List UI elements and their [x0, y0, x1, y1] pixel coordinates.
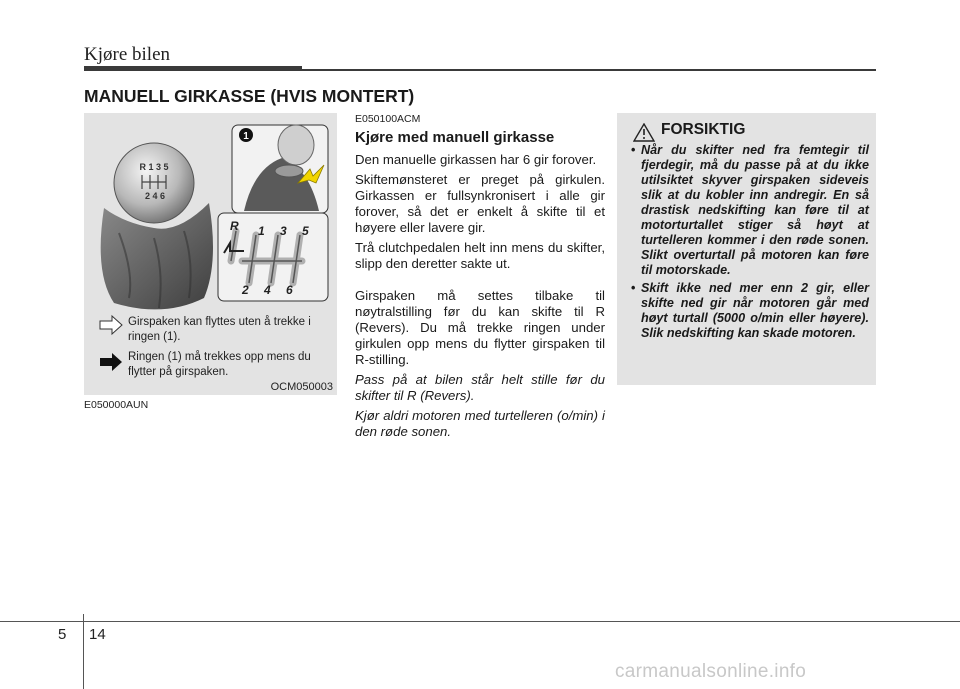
paragraph: Girspaken må settes tilbake til nøytralstilling før du kan skifte til R (Revers). Du må trekke ringen under girkulen opp mens du flytter girspaken til R-stilling. — [355, 288, 605, 367]
pattern-label-4: 4 — [264, 283, 271, 297]
italic-note: Kjør aldri motoren med turtelleren (o/min) i den røde sonen. — [355, 408, 605, 439]
subsection-heading: Kjøre med manuell girkasse — [355, 129, 555, 146]
paragraph: Trå clutchpedalen helt inn mens du skifter, slipp den deretter sakte ut. — [355, 240, 605, 271]
knob-label-top: R 1 3 5 — [139, 162, 169, 172]
pattern-label-r: R — [230, 219, 239, 233]
pattern-label-2: 2 — [242, 283, 249, 297]
section-title: MANUELL GIRKASSE (HVIS MONTERT) — [84, 86, 415, 106]
pattern-label-6: 6 — [286, 283, 293, 297]
caution-list — [627, 143, 869, 344]
warning-triangle-icon — [633, 123, 655, 142]
gear-knob — [114, 143, 194, 223]
paragraph: Skiftemønsteret er preget på girkulen. Girkassen er fullsynkronisert i alle gir forover, så det er enkelt å skifte til et høyere eller lavere gir. — [355, 172, 605, 235]
caution-box — [617, 113, 876, 385]
caution-title: FORSIKTIG — [661, 121, 746, 138]
footer-divider — [83, 614, 84, 689]
gear-shift-figure — [84, 113, 337, 395]
italic-note: Pass på at bilen står helt stille før du skifter til R (Revers). — [355, 372, 605, 403]
pattern-label-5: 5 — [302, 224, 309, 238]
caution-item: • Når du skifter ned fra femtegir til fjerdegir, må du passe på at du ikke utilsiktet skyver girspaken sideveis slik at du kobler inn andregir. En så drastisk nedskifting kan føre til at motorturtallet stiger så høyt at turtelleren kommer i den røde sonen. Slikt overturtall på motoren kan føre til motorskade. — [627, 143, 869, 278]
footer-rule — [0, 621, 960, 622]
caution-item: • Skift ikke ned mer enn 2 gir, eller skifte ned gir når motoren går med høyt turtall (5000 o/min eller høyere). Slik nedskifting kan skade motoren. — [627, 281, 869, 341]
paragraph: Den manuelle girkassen har 6 gir forover. — [355, 152, 597, 167]
pattern-label-1: 1 — [258, 224, 265, 238]
pattern-label-3: 3 — [280, 224, 287, 238]
knob-label-bottom: 2 4 6 — [144, 191, 166, 201]
image-code: E050000AUN — [84, 399, 149, 411]
manual-transmission-text — [355, 113, 605, 444]
header-title: Kjøre bilen — [84, 44, 171, 65]
section-code: E050100ACM — [355, 113, 421, 125]
svg-text:1: 1 — [243, 131, 249, 142]
legend-item-free-move: Girspaken kan flyttes uten å trekke i ringen (1). — [128, 316, 311, 343]
legend-item-pull-ring: Ringen (1) må trekkes opp mens du flytter på girspaken. — [128, 351, 311, 378]
page-number: 14 — [89, 626, 106, 643]
figure-code: OCM050003 — [270, 381, 333, 393]
solid-arrow-icon — [100, 353, 122, 371]
outline-arrow-icon — [100, 316, 122, 334]
chapter-number: 5 — [58, 626, 67, 643]
watermark: carmanualsonline.info — [615, 661, 807, 682]
header-rule — [302, 69, 876, 71]
header-bar — [84, 66, 302, 71]
